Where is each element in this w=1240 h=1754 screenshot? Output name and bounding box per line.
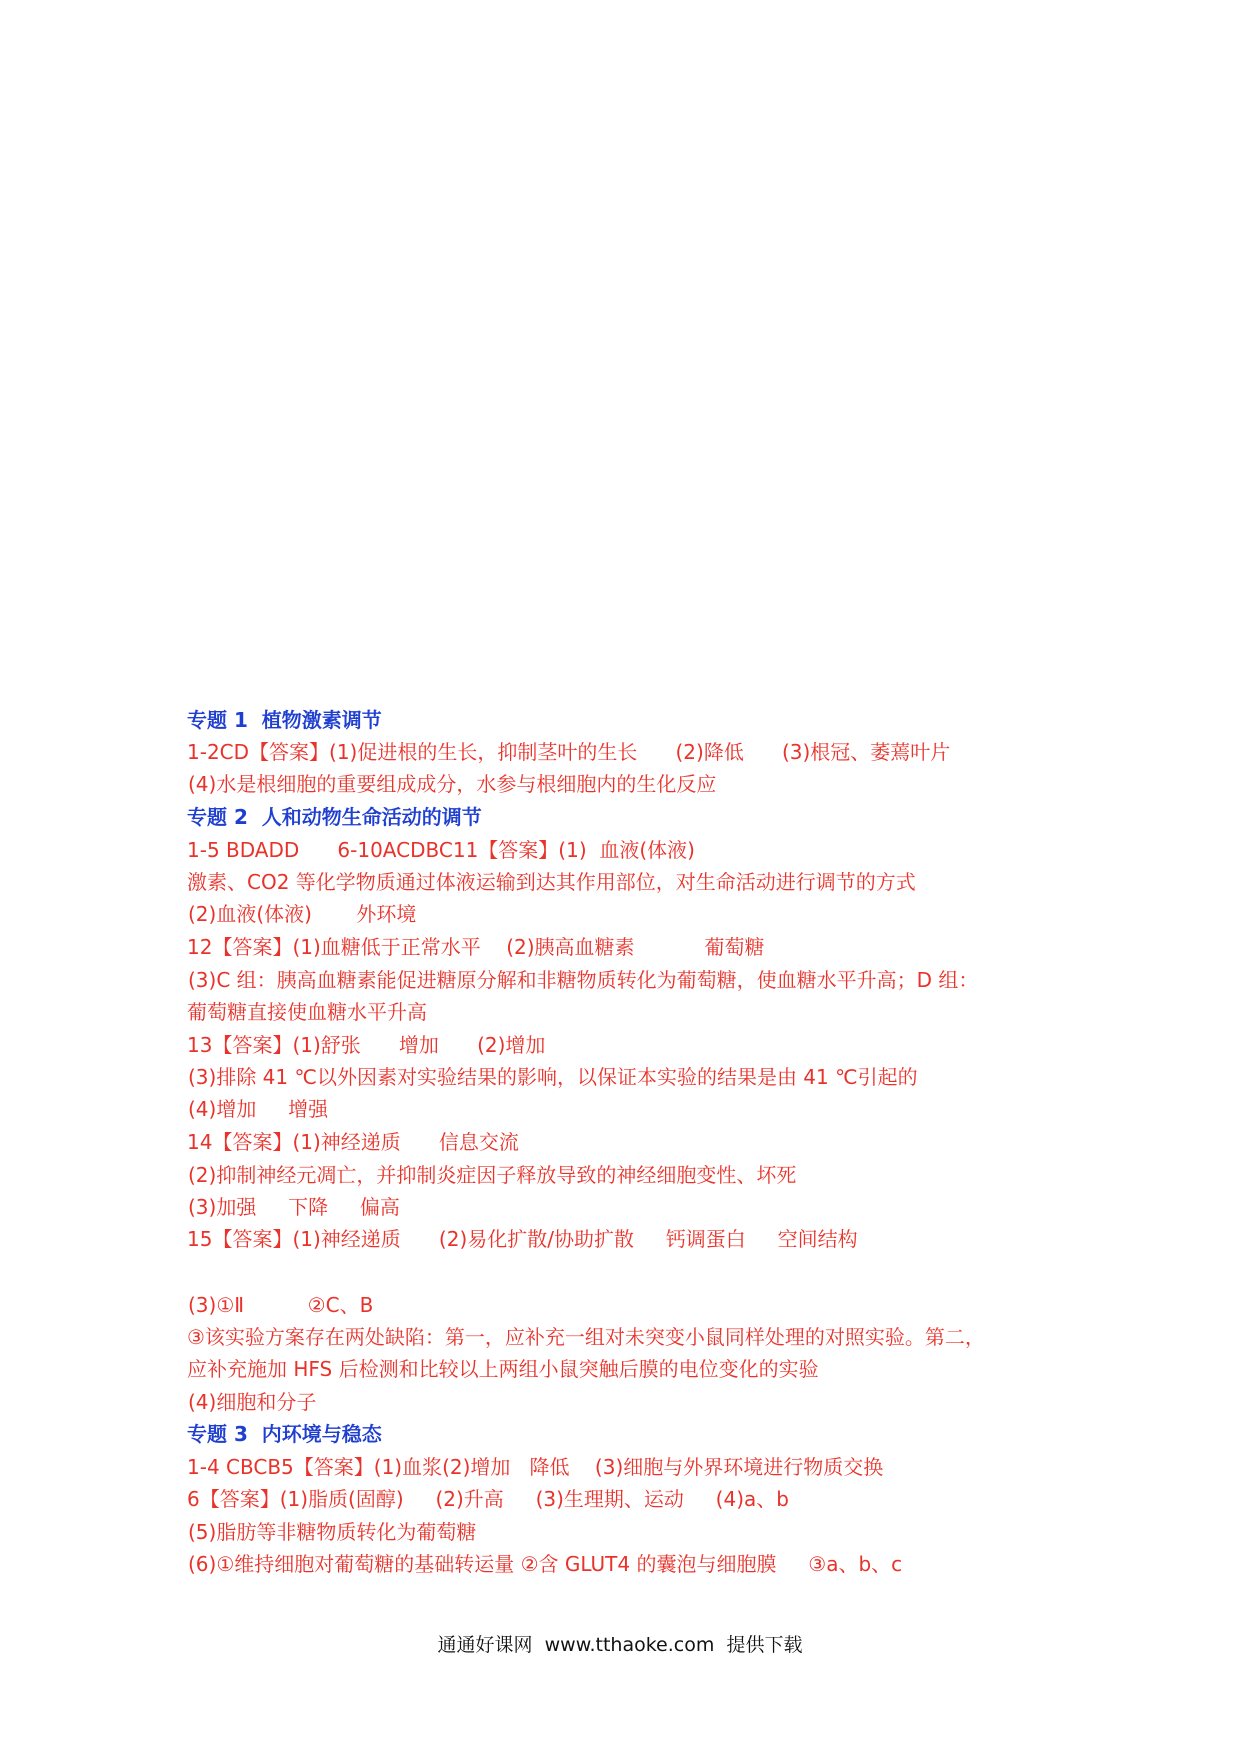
answer-line: 14【答案】(1)神经递质 信息交流 bbox=[187, 1130, 519, 1154]
section-heading: 专题 1 植物激素调节 bbox=[187, 708, 382, 732]
answer-line: 激素、CO2 等化学物质通过体液运输到达其作用部位，对生命活动进行调节的方式 bbox=[187, 870, 916, 894]
answer-line: (2)抑制神经元凋亡，并抑制炎症因子释放导致的神经细胞变性、坏死 bbox=[188, 1163, 797, 1187]
answer-line: 1-2CD【答案】(1)促进根的生长，抑制茎叶的生长 (2)降低 (3)根冠、萎蔫叶片 bbox=[187, 740, 951, 764]
answer-line: 6【答案】(1)脂质(固醇) (2)升高 (3)生理期、运动 (4)a、b bbox=[187, 1487, 789, 1511]
section-heading: 专题 3 内环境与稳态 bbox=[187, 1422, 382, 1446]
answer-line: (3)C 组：胰高血糖素能促进糖原分解和非糖物质转化为葡萄糖，使血糖水平升高；D 组： bbox=[188, 968, 979, 992]
answer-line: (3)加强 下降 偏高 bbox=[188, 1195, 400, 1219]
answer-line: (3)排除 41 ℃以外因素对实验结果的影响，以保证本实验的结果是由 41 ℃引起的 bbox=[188, 1065, 918, 1089]
answer-line: 12【答案】(1)血糖低于正常水平 (2)胰高血糖素 葡萄糖 bbox=[187, 935, 765, 959]
answer-line: ③该实验方案存在两处缺陷：第一，应补充一组对未突变小鼠同样处理的对照实验。第二， bbox=[187, 1325, 985, 1349]
answer-line: 13【答案】(1)舒张 增加 (2)增加 bbox=[187, 1033, 546, 1057]
answer-line: 葡萄糖直接使血糖水平升高 bbox=[187, 1000, 427, 1024]
answer-line: (2)血液(体液) 外环境 bbox=[188, 902, 417, 926]
answer-line: 1-4 CBCB5【答案】(1)血浆(2)增加 降低 (3)细胞与外界环境进行物质交换 bbox=[187, 1455, 884, 1479]
answer-line: 15【答案】(1)神经递质 (2)易化扩散/协助扩散 钙调蛋白 空间结构 bbox=[187, 1227, 858, 1251]
answer-line: 1-5 BDADD 6-10ACDBC11【答案】(1) 血液(体液) bbox=[187, 838, 695, 862]
section-heading: 专题 2 人和动物生命活动的调节 bbox=[187, 805, 482, 829]
answer-line: (5)脂肪等非糖物质转化为葡萄糖 bbox=[188, 1520, 477, 1544]
answer-line: (6)①维持细胞对葡萄糖的基础转运量 ②含 GLUT4 的囊泡与细胞膜 ③a、b、c bbox=[188, 1552, 903, 1576]
page-footer: 通通好课网 www.tthaoke.com 提供下载 bbox=[437, 1634, 803, 1656]
answer-line: (3)①Ⅱ ②C、B bbox=[188, 1293, 374, 1317]
answer-line: (4)水是根细胞的重要组成成分，水参与根细胞内的生化反应 bbox=[188, 772, 717, 796]
answer-line: (4)增加 增强 bbox=[188, 1097, 329, 1121]
answer-line: (4)细胞和分子 bbox=[188, 1390, 317, 1414]
answer-line: 应补充施加 HFS 后检测和比较以上两组小鼠突触后膜的电位变化的实验 bbox=[187, 1357, 819, 1381]
